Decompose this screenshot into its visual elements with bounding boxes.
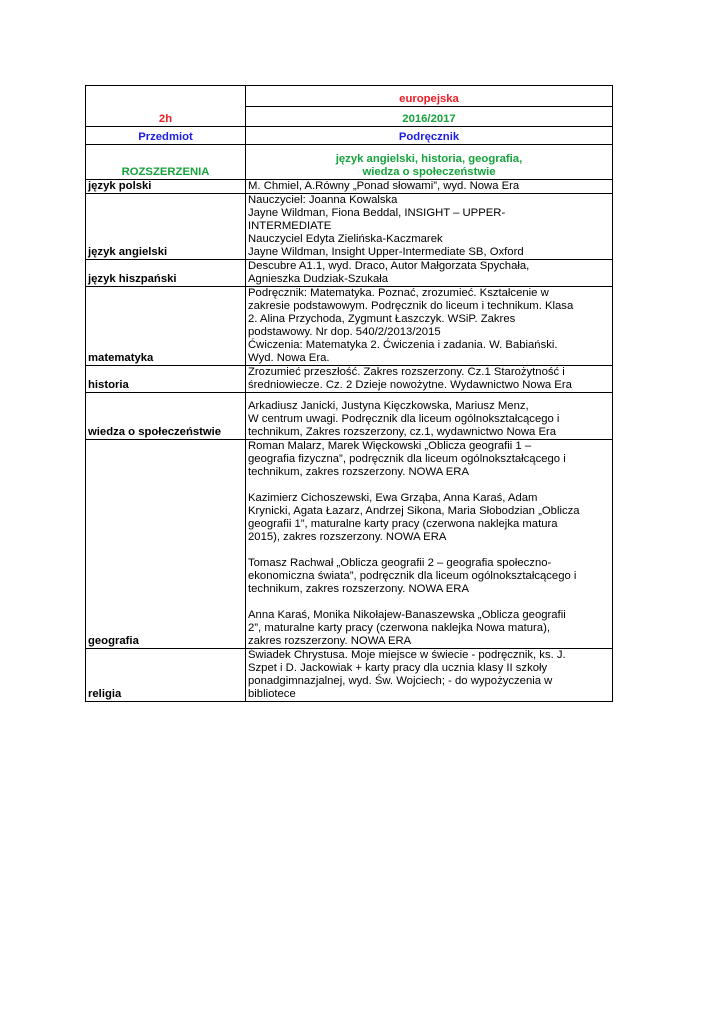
school-year: 2016/2017 [246,107,613,127]
table-row [86,393,613,440]
textbook-cell: Roman Malarz, Marek Więckowski „Oblicza geografii 1 – geografia fizyczna”, podręcznik dla liceum ogólnokształcącego i technikum, zakres rozszerzony. NOWA ERA Kazimierz Cichoszewski, Ewa Grząba, Anna Karaś, Adam Krynicki, Agata Łazarz, Andrzej Sikona, Maria Słobodzian „Oblicza geografii 1”, maturalne karty pracy (czerwona naklejka matura 2015), zakres rozszerzony. NOWA ERA Tomasz Rachwał „Oblicza geografii 2 – geografia społeczno- ekonomiczna świata”, podręcznik dla liceum ogólnokształcącego i technikum, zakres rozszerzony. NOWA ERA Anna Karaś, Monika Nikołajew-Banaszewska „Oblicza geografii 2”, maturalne karty pracy (czerwona naklejka Nowa matura), zakres rozszerzony. NOWA ERA [246,440,613,649]
column-header-subject: Przedmiot [86,127,246,145]
header-row-section [86,145,613,180]
subject-cell: wiedza o społeczeństwie [86,393,246,440]
table-row [86,649,613,702]
profile-title: europejska [246,86,613,107]
column-header-textbook: Podręcznik [246,127,613,145]
textbook-table [85,85,613,702]
class-hours-label: 2h [86,86,246,127]
subject-cell: historia [86,366,246,393]
textbook-cell: Świadek Chrystusa. Moje miejsce w świecie - podręcznik, ks. J. Szpet i D. Jackowiak + karty pracy dla ucznia klasy II szkoły ponadgimnazjalnej, wyd. Św. Wojciech; - do wypożyczenia w bibliotece [246,649,613,702]
textbook-cell: Arkadiusz Janicki, Justyna Kięczkowska, Mariusz Menz, W centrum uwagi. Podręcznik dla liceum ogólnokształcącego i technikum, Zakres rozszerzony, cz.1, wydawnictwo Nowa Era [246,393,613,440]
table-row [86,180,613,194]
textbook-cell: Podręcznik: Matematyka. Poznać, zrozumieć. Kształcenie w zakresie podstawowym. Podręcznik do liceum i technikum. Klasa 2. Alina Przychoda, Zygmunt Łaszczyk. WSiP. Zakres podstawowy. Nr dop. 540/2/2013/2015 Ćwiczenia: Matematyka 2. Ćwiczenia i zadania. W. Babiański. Wyd. Nowa Era. [246,287,613,366]
table-row [86,440,613,649]
subject-cell: język hiszpański [86,260,246,287]
textbook-cell: Zrozumieć przeszłość. Zakres rozszerzony. Cz.1 Starożytność i średniowiecze. Cz. 2 Dzieje nowożytne. Wydawnictwo Nowa Era [246,366,613,393]
extended-subjects: język angielski, historia, geografia, wiedza o społeczeństwie [246,145,613,180]
textbook-cell: Nauczyciel: Joanna Kowalska Jayne Wildman, Fiona Beddal, INSIGHT – UPPER- INTERMEDIATE Nauczyciel Edyta Zielińska-Kaczmarek Jayne Wildman, Insight Upper-Intermediate SB, Oxford [246,194,613,260]
table-row [86,194,613,260]
subject-cell: matematyka [86,287,246,366]
table-row [86,366,613,393]
header-row-columns [86,127,613,145]
textbook-cell: Descubre A1.1, wyd. Draco, Autor Małgorzata Spychała, Agnieszka Dudziak-Szukała [246,260,613,287]
textbook-cell: M. Chmiel, A.Równy „Ponad słowami”, wyd. Nowa Era [246,180,613,194]
subject-cell: język polski [86,180,246,194]
table-row [86,287,613,366]
subject-cell: religia [86,649,246,702]
header-row-profile [86,86,613,107]
subject-cell: geografia [86,440,246,649]
section-title: ROZSZERZENIA [86,145,246,180]
table-row [86,260,613,287]
subject-cell: język angielski [86,194,246,260]
